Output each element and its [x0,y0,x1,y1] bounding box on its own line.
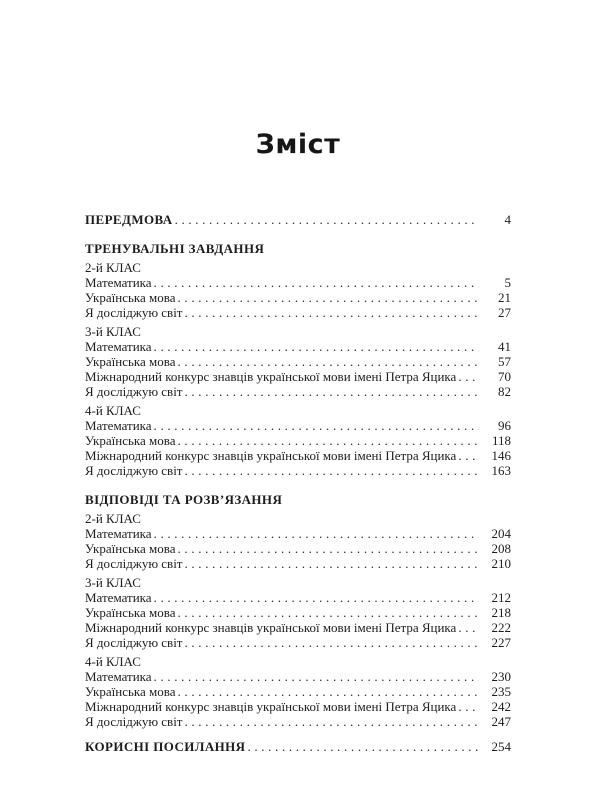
toc-label: Я досліджую світ [85,714,183,729]
toc-page-number: 57 [498,354,511,369]
toc-label: Українська мова [85,605,176,620]
toc-label: Математика [85,526,152,541]
dot-leader [154,339,479,354]
toc-label: Я досліджую світ [85,635,183,650]
dot-leader [154,669,479,684]
toc-row-entry [85,526,511,541]
toc-label: Математика [85,275,152,290]
toc-page-number: 4 [504,212,511,227]
dot-leader [154,526,479,541]
dot-leader [458,620,479,635]
toc-row-entry [85,369,511,384]
toc-label: Міжнародний конкурс знавців української мови імені Петра Яцика [85,369,457,384]
toc-label: Міжнародний конкурс знавців української мови імені Петра Яцика [85,448,457,463]
toc-row-entry [85,556,511,571]
toc-row-entry [85,605,511,620]
toc-row-section [85,241,511,256]
toc-page-number: 96 [498,418,511,433]
toc-row-class [85,575,511,590]
toc-row-entry [85,635,511,650]
toc-row-entry [85,463,511,478]
toc-label: Українська мова [85,290,176,305]
toc-page-number: 204 [491,526,511,541]
toc-row-class [85,260,511,275]
page-title: Зміст [255,129,341,160]
toc-label: 2-й КЛАС [85,260,141,275]
toc-label: 4-й КЛАС [85,403,141,418]
toc-label: ПЕРЕДМОВА [85,212,173,227]
toc-page-number: 235 [491,684,511,699]
toc-row-class [85,403,511,418]
toc-row-entry [85,418,511,433]
dot-leader [458,369,479,384]
toc-page-number: 163 [491,463,511,478]
dot-leader [185,635,480,650]
toc-label: Українська мова [85,433,176,448]
toc-row-chapter [85,739,511,754]
toc-page-number: 21 [498,290,511,305]
dot-leader [178,605,479,620]
toc-label: Я досліджую світ [85,305,183,320]
toc-label: Я досліджую світ [85,384,183,399]
toc-page-number: 247 [491,714,511,729]
toc-row-entry [85,339,511,354]
dot-leader [154,418,479,433]
toc-page-number: 82 [498,384,511,399]
toc-row-entry [85,433,511,448]
dot-leader [185,463,480,478]
toc-label: 3-й КЛАС [85,575,141,590]
toc-label: 3-й КЛАС [85,324,141,339]
toc-row-entry [85,448,511,463]
toc-label: Українська мова [85,541,176,556]
toc-page-number: 41 [498,339,511,354]
toc-list [85,212,511,754]
toc-row-entry [85,384,511,399]
dot-leader [185,714,480,729]
toc-row-entry [85,590,511,605]
toc-page-number: 242 [491,699,511,714]
dot-leader [185,305,480,320]
dot-leader [458,448,479,463]
toc-row-entry [85,684,511,699]
toc-label: Міжнародний конкурс знавців української мови імені Петра Яцика [85,620,457,635]
toc-label: ТРЕНУВАЛЬНІ ЗАВДАННЯ [85,241,265,256]
dot-leader [178,290,479,305]
toc-label: Математика [85,418,152,433]
toc-label: 2-й КЛАС [85,511,141,526]
toc-page-number: 254 [491,739,511,754]
toc-label: Математика [85,339,152,354]
toc-row-class [85,511,511,526]
toc-page-number: 146 [491,448,511,463]
toc-row-entry [85,354,511,369]
dot-leader [185,384,480,399]
toc-label: Я досліджую світ [85,463,183,478]
toc-row-entry [85,290,511,305]
dot-leader [247,739,479,754]
toc-label: Українська мова [85,354,176,369]
toc-row-entry [85,305,511,320]
toc-page-number: 27 [498,305,511,320]
toc-row-section [85,492,511,507]
toc-row-entry [85,714,511,729]
toc-page-number: 118 [491,433,511,448]
toc-page-number: 212 [491,590,511,605]
toc-page-number: 70 [498,369,511,384]
toc-page-number: 210 [491,556,511,571]
toc-row-entry [85,620,511,635]
toc-row-class [85,654,511,669]
toc-row-entry [85,699,511,714]
toc-label: Українська мова [85,684,176,699]
toc-label: Математика [85,590,152,605]
toc-row-entry [85,541,511,556]
toc-label: Математика [85,669,152,684]
toc-label: 4-й КЛАС [85,654,141,669]
toc-label: ВІДПОВІДІ ТА РОЗВ’ЯЗАННЯ [85,492,283,507]
dot-leader [154,275,479,290]
toc-page-number: 230 [491,669,511,684]
toc-row-class [85,324,511,339]
dot-leader [178,354,479,369]
dot-leader [178,433,479,448]
toc-page-number: 208 [491,541,511,556]
dot-leader [178,684,479,699]
dot-leader [178,541,479,556]
toc-row-chapter [85,212,511,227]
dot-leader [185,556,480,571]
toc-page-number: 227 [491,635,511,650]
dot-leader [458,699,479,714]
dot-leader [175,212,479,227]
toc-page-number: 5 [504,275,511,290]
toc-label: Міжнародний конкурс знавців української мови імені Петра Яцика [85,699,457,714]
toc-row-entry [85,275,511,290]
toc-label: Я досліджую світ [85,556,183,571]
toc-row-entry [85,669,511,684]
toc-page-number: 218 [491,605,511,620]
dot-leader [154,590,479,605]
toc-page-number: 222 [491,620,511,635]
toc-label: КОРИСНІ ПОСИЛАННЯ [85,739,246,754]
